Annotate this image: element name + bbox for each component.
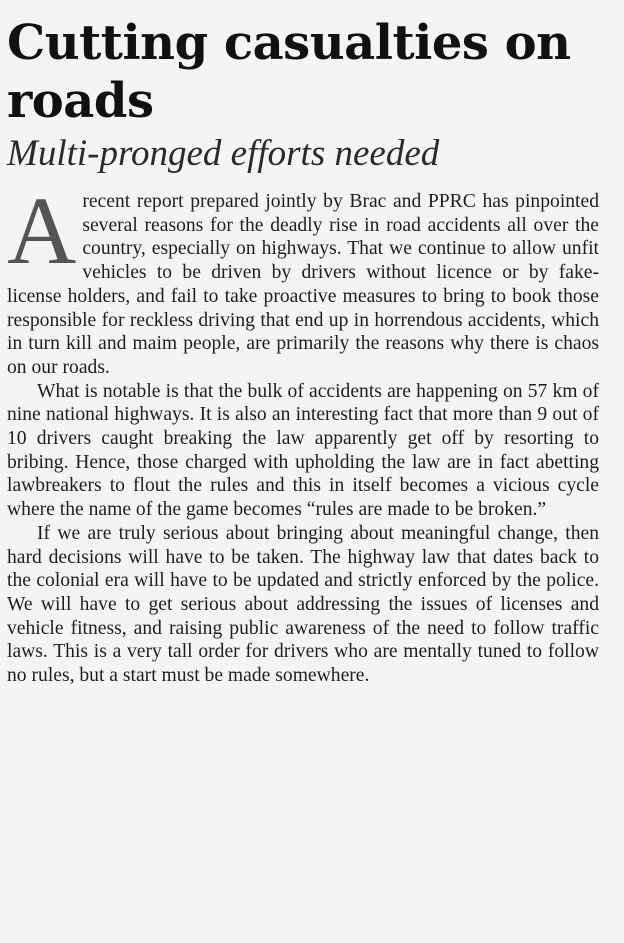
drop-cap: A <box>7 177 77 284</box>
paragraph-3: If we are truly serious about bringing about meaningful change, then hard decisions will have to be taken. The highway law that dates back to the colonial era will have to be updated and strictly enforced by the police. We will have to get serious about addressing the issues of licenses and vehicle fitness, and raising public awareness of the need to follow traffic laws. This is a very tall order for drivers who are mentally tuned to follow no rules, but a start must be made somewhere. <box>7 522 599 687</box>
paragraph-2: What is notable is that the bulk of accidents are happening on 57 km of nine national highways. It is also an interesting fact that more than 9 out of 10 drivers caught breaking the law apparently get off by resorting to bribing. Hence, those charged with upholding the law are in fact abetting lawbreakers to flout the rules and this in itself becomes a vicious cycle where the name of the game becomes “rules are made to be broken.” <box>7 380 599 521</box>
headline: Cutting casualties on roads <box>7 15 571 129</box>
paragraph-1-text: recent report prepared jointly by Brac and PPRC has pinpointed several reasons for the deadly rise in road accidents all over the country, especially on highways. That we continue to allow unfit vehicles to be driven by drivers without licence or by fake-license holders, and fail to take proactive measures to bring to book those responsible for reckless driving that end up in horrendous accidents, which in turn kill and maim people, are primarily the reasons why there is chaos on our roads. <box>7 191 599 378</box>
editorial-article <box>7 14 599 688</box>
paragraph-1 <box>7 177 599 380</box>
subheadline: Multi-pronged efforts needed <box>7 133 440 174</box>
